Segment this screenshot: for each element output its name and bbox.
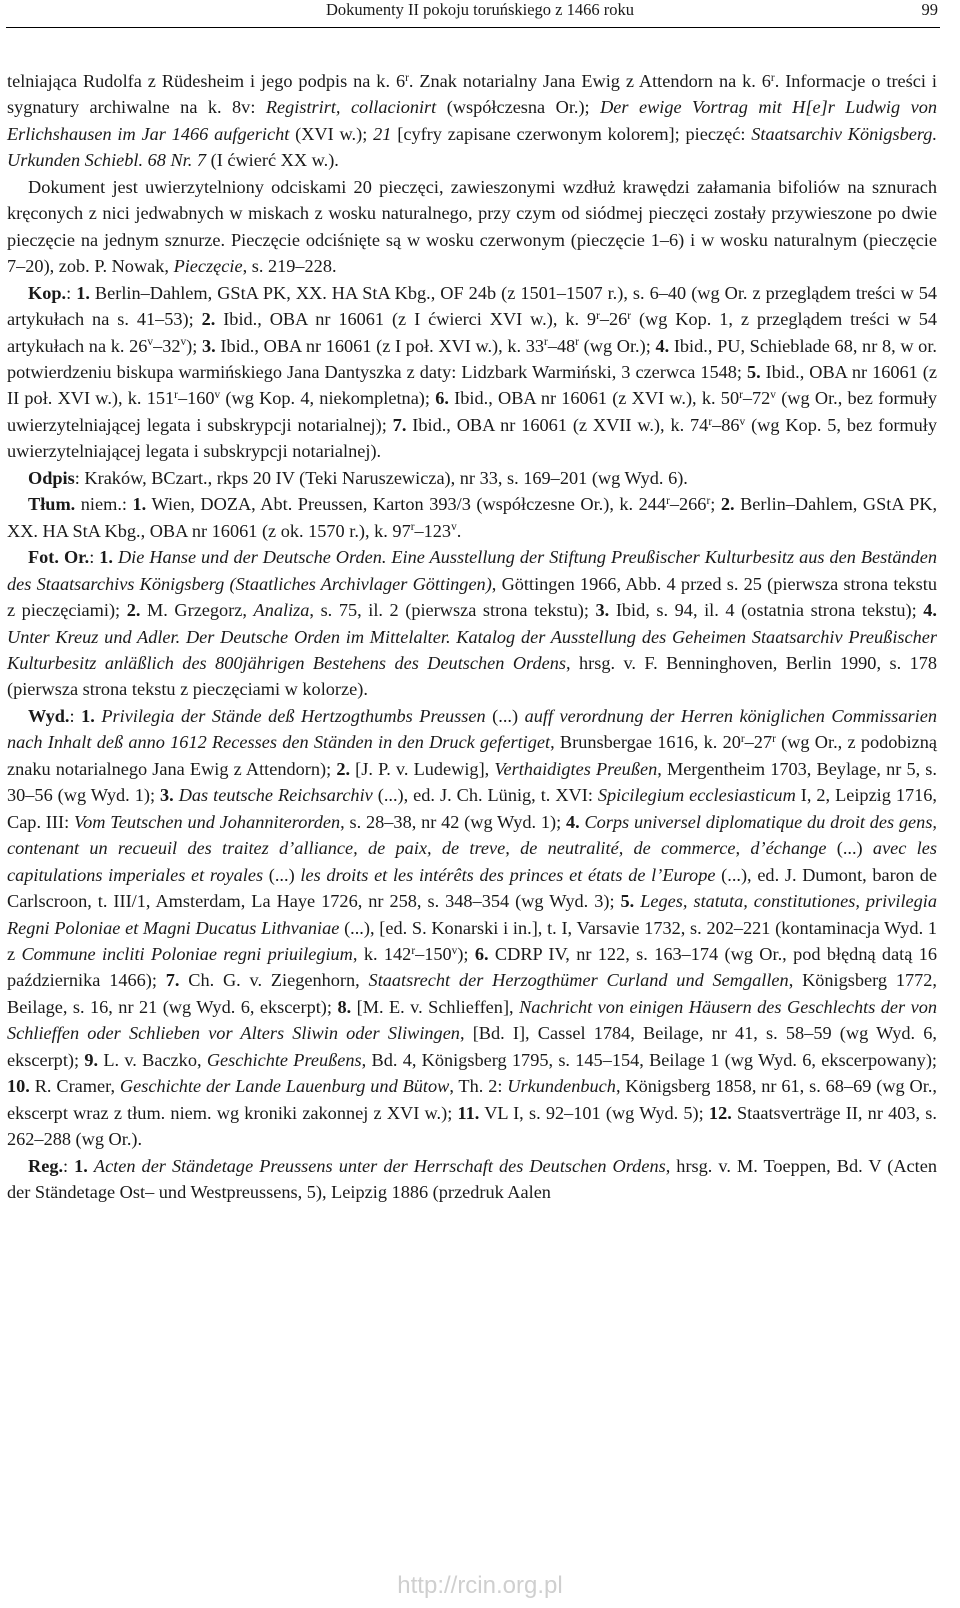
paragraph-p1: telniająca Rudolfa z Rüdesheim i jego podpis na k. 6$^r$. Znak notarialny Jana Ewig z Attendorn na k. 6$^r$. Informacje o treści i sygnatury archiwalne na k. 8v: Registrirt, collacionirt (współczesna Or.); Der ewige Vortrag mit H[e]r Ludwig von Erlichshausen im Jar 1466 aufgericht (XVI w.); 21 [cyfry zapisane czerwonym kolorem]; pieczęć: Staatsarchiv Königsberg. Urkunden Schiebl. 68 Nr. 7 (I ćwierć XX w.). [7, 71, 938, 171]
page-header [0, 0, 960, 26]
paragraph-p3: Kop.: 1. Berlin–Dahlem, GStA PK, XX. HA StA Kbg., OF 24b (z 1501–1507 r.), s. 6–40 (wg Or. z przeglądem treści w 54 artykułach na s. 41–53); 2. Ibid., OBA nr 16061 (z I ćwierci XVI w.), k. 9$^r$–26$^r$ (wg Kop. 1, z przeglądem treści w 54 artykułach na k. 26$^v$–32$^v$); 3. Ibid., OBA nr 16061 (z I poł. XVI w.), k. 33$^r$–48$^r$ (wg Or.); 4. Ibid., PU, Schieblade 68, nr 8, w or. potwierdzeniu biskupa warmińskiego Jana Dantyszka z daty: Lidzbark Warmiński, 3 czerwca 1548; 5. Ibid., OBA nr 16061 (z II poł. XVI w.), k. 151$^r$–160$^v$ (wg Kop. 4, niekompletna); 6. Ibid., OBA nr 16061 (z XVI w.), k. 50$^r$–72$^v$ (wg Or., bez formuły uwierzytelniającej legata i subskrypcji notarialnej); 7. Ibid., OBA nr 16061 (z XVII w.), k. 74$^r$–86$^v$ (wg Kop. 5, bez formuły uwierzytelniającej legata i subskrypcji notarialnej). [7, 282, 938, 462]
header-rule [6, 27, 940, 28]
paragraph-p2: Dokument jest uwierzytelniony odciskami 20 pieczęci, zawieszonymi wzdłuż krawędzi załamania bifoliów na sznurach kręconych z nici jedwabnych w miskach z wosku naturalnego, przy czym od siódmej pieczęci zostały przywieszone po dwie pieczęcie na jednym sznurze. Pieczęcie odciśnięte są w wosku czerwonym (pieczęcie 1–6) i w wosku naturalnym (pieczęcie 7–20), zob. P. Nowak, Pieczęcie, s. 219–228. [7, 176, 937, 277]
paragraph-p5: Tłum. niem.: 1. Wien, DOZA, Abt. Preussen, Karton 393/3 (współczesne Or.), k. 244$^r$–266$^r$; 2. Berlin–Dahlem, GStA PK, XX. HA StA Kbg., OBA nr 16061 (z ok. 1570 r.), k. 97$^r$–123$^v$. [7, 494, 938, 541]
document-body [7, 68, 937, 1205]
paragraph-p7: Wyd.: 1. Privilegia der Stände deß Hertzogthumbs Preussen (...) auff verordnung der Herren königlichen Commissarien nach Inhalt deß anno 1612 Recesses den Ständen in den Druck gefertiget, Brunsbergae 1616, k. 20$^r$–27$^r$ (wg Or., z podobizną znaku notarialnego Jana Ewig z Attendorn); 2. [J. P. v. Ludewig], Verthaidigtes Preußen, Mergentheim 1703, Beylage, nr 5, s. 30–56 (wg Wyd. 1); 3. Das teutsche Reichsarchiv (...), ed. J. Ch. Lünig, t. XVI: Spicilegium ecclesiasticum I, 2, Leipzig 1716, Cap. III: Vom Teutschen und Johanniterorden, s. 28–38, nr 42 (wg Wyd. 1); 4. Corps universel diplomatique du droit des gens, contenant un recueuil des traitez d’alliance, de paix, de treve, de neutralité, de commerce, d’échange (...) avec les capitulations imperiales et royales (...) les droits et les intérêts des princes et états de l’Europe (...), ed. J. Dumont, baron de Carlscroon, t. III/1, Amsterdam, La Haye 1726, nr 258, s. 348–354 (wg Wyd. 3); 5. Leges, statuta, constitutiones, privilegia Regni Poloniae et Magni Ducatus Lithvaniae (...), [ed. S. Konarski i in.], t. I, Varsavie 1732, s. 202–221 (kontaminacja Wyd. 1 z Commune incliti Poloniae regni priuilegium, k. 142$^r$–150$^v$); 6. CDRP IV, nr 122, s. 163–174 (wg Or., pod błędną datą 16 października 1466); 7. Ch. G. v. Ziegenhorn, Staatsrecht der Herzogthümer Curland und Semgallen, Königsberg 1772, Beilage, s. 16, nr 21 (wg Wyd. 6, ekscerpt); 8. [M. E. v. Schlieffen], Nachricht von einigen Häusern des Geschlechts der von Schlieffen oder Schlieben vor Alters Sliwin oder Sliwingen, [Bd. I], Cassel 1784, Beilage, nr 41, s. 58–59 (wg Wyd. 6, ekscerpt); 9. L. v. Baczko, Geschichte Preußens, Bd. 4, Königsberg 1795, s. 145–154, Beilage 1 (wg Wyd. 6, ekscerpowany); 10. R. Cramer, Geschichte der Lande Lauenburg und Bütow, Th. 2: Urkundenbuch, Königsberg 1858, nr 61, s. 68–69 (wg Or., ekscerpt wraz z tłum. niem. wg kroniki zakonnej z XVI w.); 11. VL I, s. 92–101 (wg Wyd. 5); 12. Staatsverträge II, nr 403, s. 262–288 (wg Or.). [7, 705, 938, 1150]
paragraph-p8: Reg.: 1. Acten der Ständetage Preussens unter der Herrschaft des Deutschen Ordens, hrsg. v. M. Toeppen, Bd. V (Acten der Ständetage Ost– und Westpreussens, 5), Leipzig 1886 (przedruk Aalen [7, 1155, 937, 1203]
paragraph-p6: Fot. Or.: 1. Die Hanse und der Deutsche Orden. Eine Ausstellung der Stiftung Preußischer Kulturbesitz aus den Beständen des Staatsarchivs Königsberg (Staatliches Archivlager Göttingen), Göttingen 1966, Abb. 4 przed s. 25 (pierwsza strona tekstu z pieczęciami); 2. M. Grzegorz, Analiza, s. 75, il. 2 (pierwsza strona tekstu); 3. Ibid, s. 94, il. 4 (ostatnia strona tekstu); 4. Unter Kreuz und Adler. Der Deutsche Orden im Mittelalter. Katalog der Ausstellung des Geheimen Staatsarchiv Preußischer Kulturbesitz anläßlich des 800jährigen Bestehens des Deutschen Ordens, hrsg. v. F. Benninghoven, Berlin 1990, s. 178 (pierwsza strona tekstu z pieczęciami w kolorze). [7, 547, 938, 700]
watermark: http://rcin.org.pl [397, 1572, 563, 1599]
paragraph-p4: Odpis: Kraków, BCzart., rkps 20 IV (Teki Naruszewicza), nr 33, s. 169–201 (wg Wyd. 6). [28, 467, 688, 488]
page-number: 99 [921, 0, 938, 19]
running-title: Dokumenty II pokoju toruńskiego z 1466 roku [326, 0, 634, 19]
